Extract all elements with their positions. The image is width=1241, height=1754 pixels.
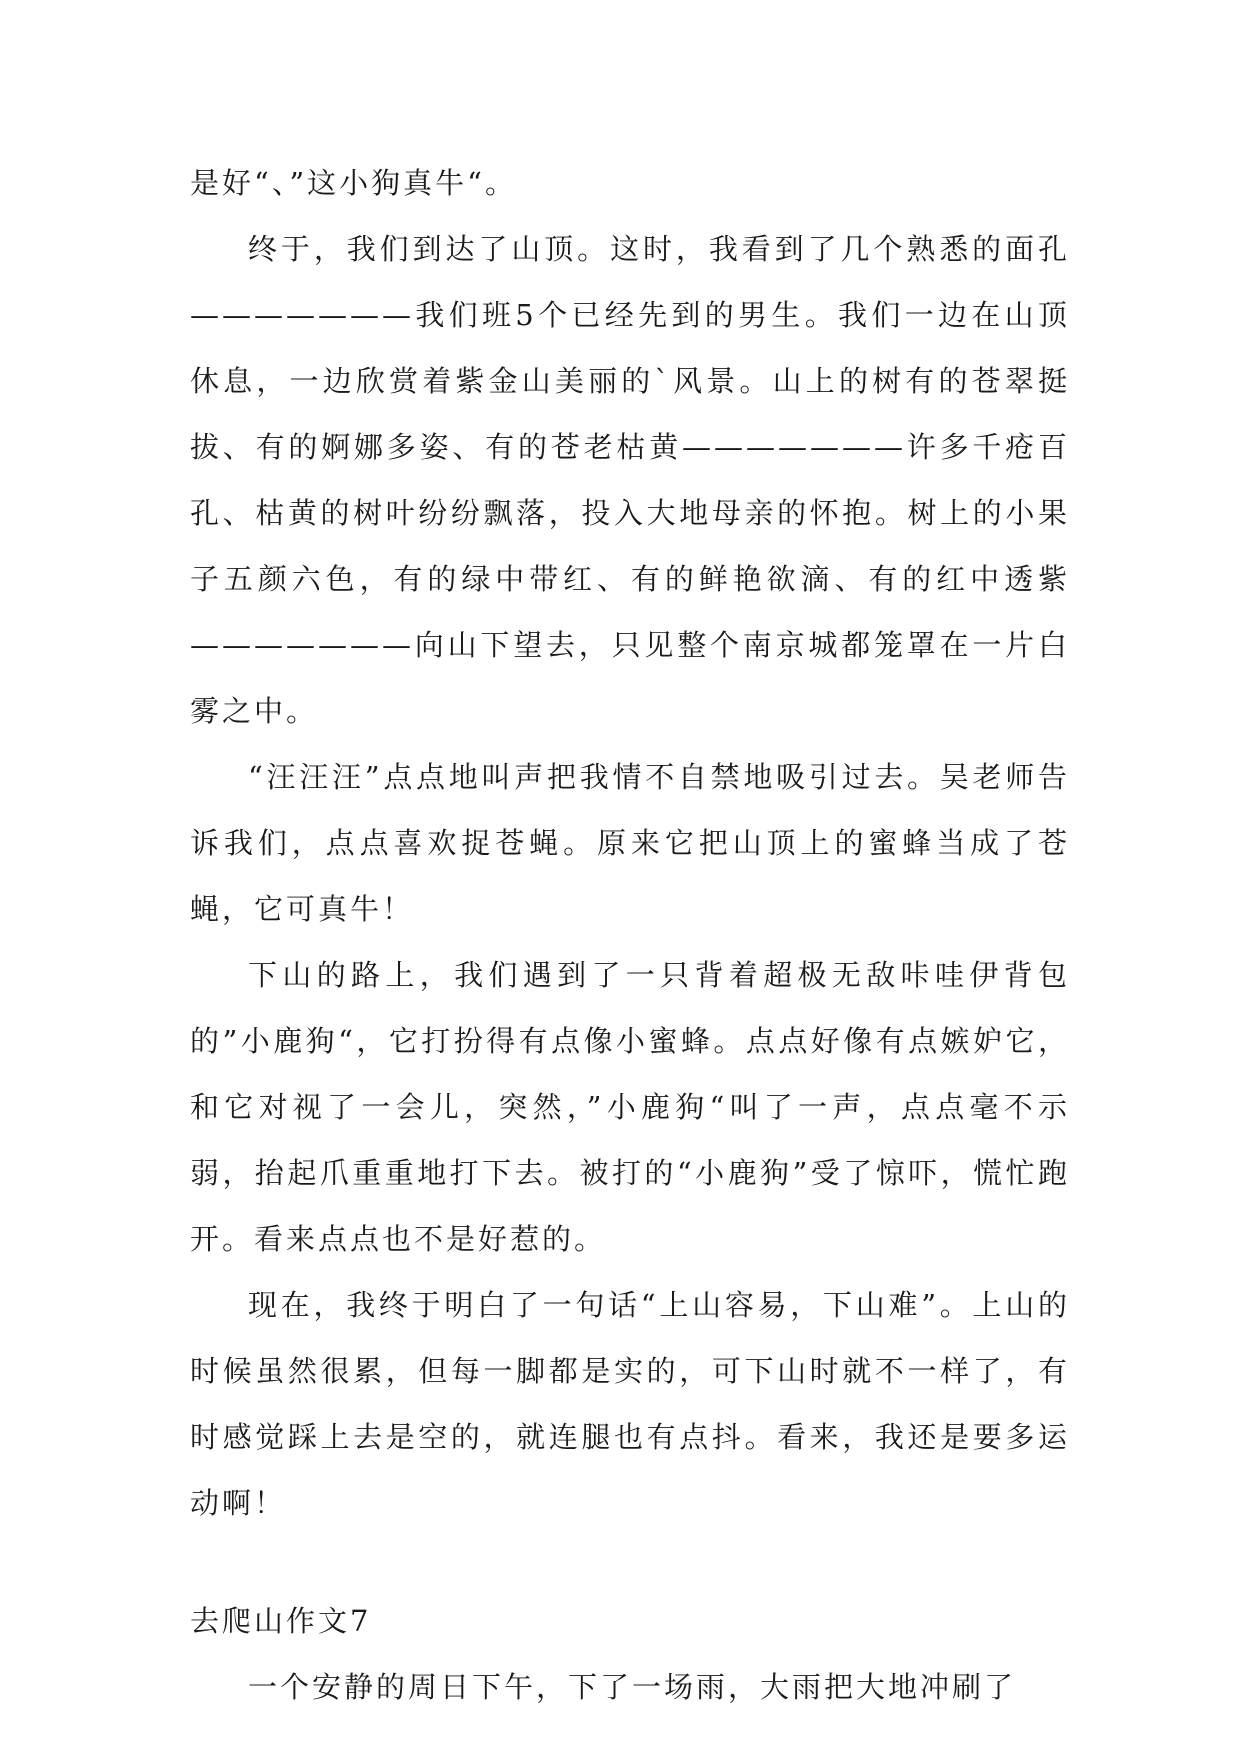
paragraph-next-essay: 一个安静的周日下午，下了一场雨，大雨把大地冲刷了 [248, 1670, 1017, 1704]
paragraph-continuation: 是好“、”这小狗真牛“。 [190, 166, 517, 200]
section-title: 去爬山作文7 [190, 1604, 372, 1638]
paragraph-conclusion: 现在，我终于明白了一句话“上山容易，下山难”。上山的时候虽然很累，但每一脚都是实的，可下山时就不一样了，有时感觉踩上去是空的，就连腿也有点抖。看来，我还是要多运动啊！ [190, 1288, 1070, 1520]
paragraph-descending: 下山的路上，我们遇到了一只背着超极无敌咔哇伊背包的”小鹿狗“，它打扮得有点像小蜜蜂。点点好像有点嫉妒它，和它对视了一会儿，突然，”小鹿狗“叫了一声，点点毫不示弱，抬起爪重重地打下去。被打的“小鹿狗”受了惊吓，慌忙跑开。看来点点也不是好惹的。 [190, 958, 1070, 1256]
document-page [190, 150, 1070, 1720]
paragraph-summit: 终于，我们到达了山顶。这时，我看到了几个熟悉的面孔———————我们班5个已经先到的男生。我们一边在山顶休息，一边欣赏着紫金山美丽的`风景。山上的树有的苍翠挺拔、有的婀娜多姿、有的苍老枯黄———————许多千疮百孔、枯黄的树叶纷纷飘落，投入大地母亲的怀抱。树上的小果子五颜六色，有的绿中带红、有的鲜艳欲滴、有的红中透紫———————向山下望去，只见整个南京城都笼罩在一片白雾之中。 [190, 232, 1070, 728]
paragraph-dog-barking: “汪汪汪”点点地叫声把我情不自禁地吸引过去。吴老师告诉我们，点点喜欢捉苍蝇。原来它把山顶上的蜜蜂当成了苍蝇，它可真牛！ [190, 760, 1070, 926]
